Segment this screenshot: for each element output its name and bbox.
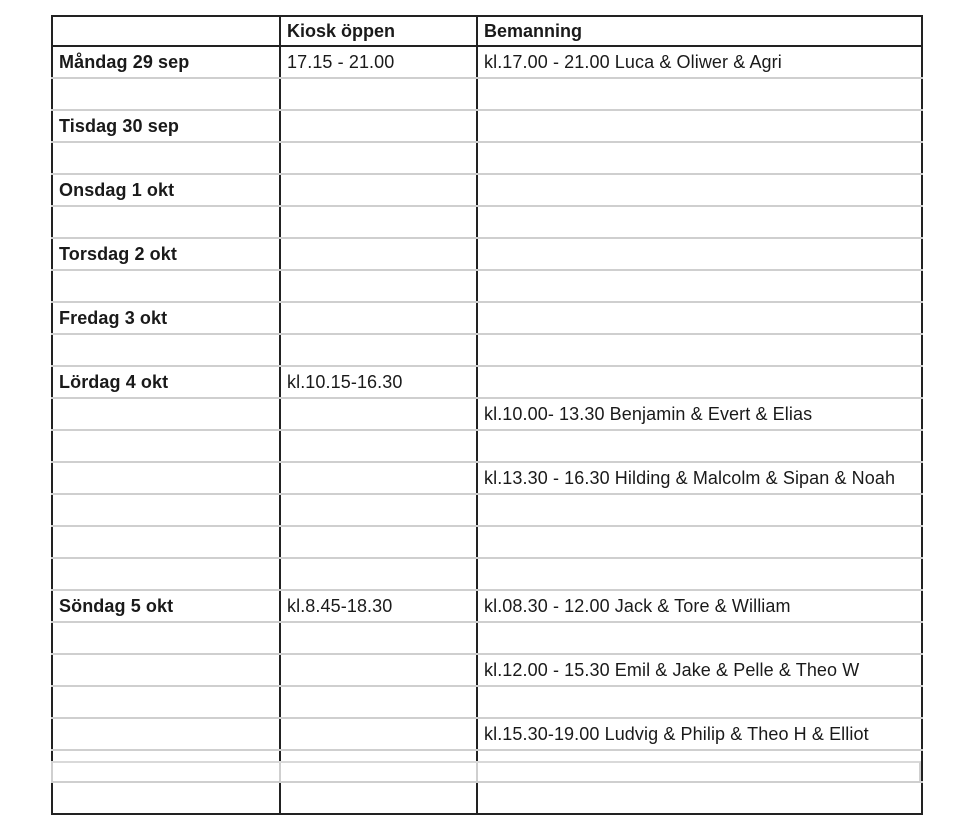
- table-row: [52, 590, 922, 622]
- day-cell: [52, 430, 280, 462]
- day-label: Fredag 3 okt: [59, 307, 168, 328]
- header-kiosk-open: Kiosk öppen: [280, 16, 477, 46]
- day-cell: [52, 782, 280, 814]
- kiosk-open-cell: [280, 718, 477, 750]
- kiosk-open-hours: kl.8.45-18.30: [287, 595, 393, 616]
- staffing-shift: kl.12.00 - 15.30 Emil & Jake & Pelle & Theo W: [484, 659, 860, 680]
- table-row: [52, 270, 922, 302]
- staffing-cell: [477, 334, 922, 366]
- day-cell: [52, 462, 280, 494]
- day-label: Måndag 29 sep: [59, 51, 190, 72]
- day-cell: [52, 206, 280, 238]
- staffing-cell: [477, 430, 922, 462]
- day-label: Onsdag 1 okt: [59, 179, 175, 200]
- staffing-cell: [477, 302, 922, 334]
- kiosk-open-hours: kl.10.15-16.30: [287, 371, 403, 392]
- header-staffing: Bemanning: [477, 16, 922, 46]
- kiosk-open-cell: [280, 78, 477, 110]
- day-cell: [52, 590, 280, 622]
- table-row: [52, 462, 922, 494]
- staffing-cell: [477, 622, 922, 654]
- day-label: Söndag 5 okt: [59, 595, 174, 616]
- table-row: [52, 494, 922, 526]
- table-row: [52, 686, 922, 718]
- kiosk-open-cell: [280, 462, 477, 494]
- kiosk-open-cell: [280, 238, 477, 270]
- schedule-body: [52, 46, 922, 814]
- kiosk-open-cell: [280, 110, 477, 142]
- day-cell: [52, 558, 280, 590]
- staffing-cell: [477, 590, 922, 622]
- staffing-shift: kl.13.30 - 16.30 Hilding & Malcolm & Sipan & Noah: [484, 467, 896, 488]
- staffing-cell: [477, 46, 922, 78]
- staffing-cell: [477, 270, 922, 302]
- staffing-cell: [477, 398, 922, 430]
- kiosk-open-cell: [280, 782, 477, 814]
- day-cell: [52, 718, 280, 750]
- kiosk-open-cell: [280, 654, 477, 686]
- day-cell: [52, 622, 280, 654]
- table-row: [52, 654, 922, 686]
- staffing-shift: kl.15.30-19.00 Ludvig & Philip & Theo H & Elliot: [484, 723, 869, 744]
- table-row: [52, 238, 922, 270]
- day-cell: [52, 302, 280, 334]
- kiosk-open-cell: [280, 366, 477, 398]
- staffing-shift: kl.08.30 - 12.00 Jack & Tore & William: [484, 595, 791, 616]
- kiosk-open-cell: [280, 622, 477, 654]
- table-row: [52, 46, 922, 78]
- table-row: [52, 430, 922, 462]
- day-cell: [52, 526, 280, 558]
- table-row: [52, 206, 922, 238]
- kiosk-open-cell: [280, 46, 477, 78]
- day-cell: [52, 78, 280, 110]
- staffing-cell: [477, 110, 922, 142]
- kiosk-open-cell: [280, 142, 477, 174]
- staffing-shift: kl.17.00 - 21.00 Luca & Oliwer & Agri: [484, 51, 782, 72]
- day-cell: [52, 270, 280, 302]
- day-label: Torsdag 2 okt: [59, 243, 177, 264]
- table-row: [52, 526, 922, 558]
- day-cell: [52, 142, 280, 174]
- table-row: [52, 302, 922, 334]
- staffing-cell: [477, 526, 922, 558]
- staffing-cell: [477, 462, 922, 494]
- table-row: [52, 718, 922, 750]
- kiosk-open-cell: [280, 494, 477, 526]
- day-cell: [52, 334, 280, 366]
- table-row: [52, 142, 922, 174]
- staffing-cell: [477, 654, 922, 686]
- kiosk-open-hours: 17.15 - 21.00: [287, 51, 395, 72]
- day-cell: [52, 46, 280, 78]
- kiosk-open-cell: [280, 558, 477, 590]
- table-row: [52, 782, 922, 814]
- staffing-cell: [477, 558, 922, 590]
- day-label: Tisdag 30 sep: [59, 115, 180, 136]
- kiosk-open-cell: [280, 302, 477, 334]
- day-cell: [52, 366, 280, 398]
- staffing-cell: [477, 366, 922, 398]
- kiosk-open-cell: [280, 174, 477, 206]
- day-cell: [52, 494, 280, 526]
- day-cell: [52, 174, 280, 206]
- table-row: [52, 398, 922, 430]
- staffing-cell: [477, 238, 922, 270]
- staffing-cell: [477, 782, 922, 814]
- staffing-cell: [477, 174, 922, 206]
- table-row: [52, 78, 922, 110]
- table-row: [52, 558, 922, 590]
- day-cell: [52, 238, 280, 270]
- kiosk-schedule-table: [51, 15, 923, 815]
- kiosk-open-cell: [280, 430, 477, 462]
- kiosk-open-cell: [280, 334, 477, 366]
- table-row: [52, 366, 922, 398]
- kiosk-open-cell: [280, 526, 477, 558]
- day-cell: [52, 686, 280, 718]
- header-day: [52, 16, 280, 46]
- kiosk-open-cell: [280, 206, 477, 238]
- table-row: [52, 110, 922, 142]
- kiosk-open-cell: [280, 398, 477, 430]
- staffing-cell: [477, 78, 922, 110]
- table-row: [52, 622, 922, 654]
- continuation-divider: [476, 763, 478, 783]
- day-cell: [52, 654, 280, 686]
- header-row: [52, 16, 922, 46]
- staffing-cell: [477, 142, 922, 174]
- day-cell: [52, 398, 280, 430]
- staffing-cell: [477, 494, 922, 526]
- staffing-cell: [477, 686, 922, 718]
- table-row: [52, 334, 922, 366]
- staffing-shift: kl.10.00- 13.30 Benjamin & Evert & Elias: [484, 403, 813, 424]
- kiosk-open-cell: [280, 270, 477, 302]
- day-cell: [52, 110, 280, 142]
- table-continuation: [51, 761, 921, 781]
- staffing-cell: [477, 206, 922, 238]
- continuation-divider: [279, 763, 281, 783]
- table-row: [52, 174, 922, 206]
- staffing-cell: [477, 718, 922, 750]
- kiosk-open-cell: [280, 590, 477, 622]
- day-label: Lördag 4 okt: [59, 371, 169, 392]
- kiosk-open-cell: [280, 686, 477, 718]
